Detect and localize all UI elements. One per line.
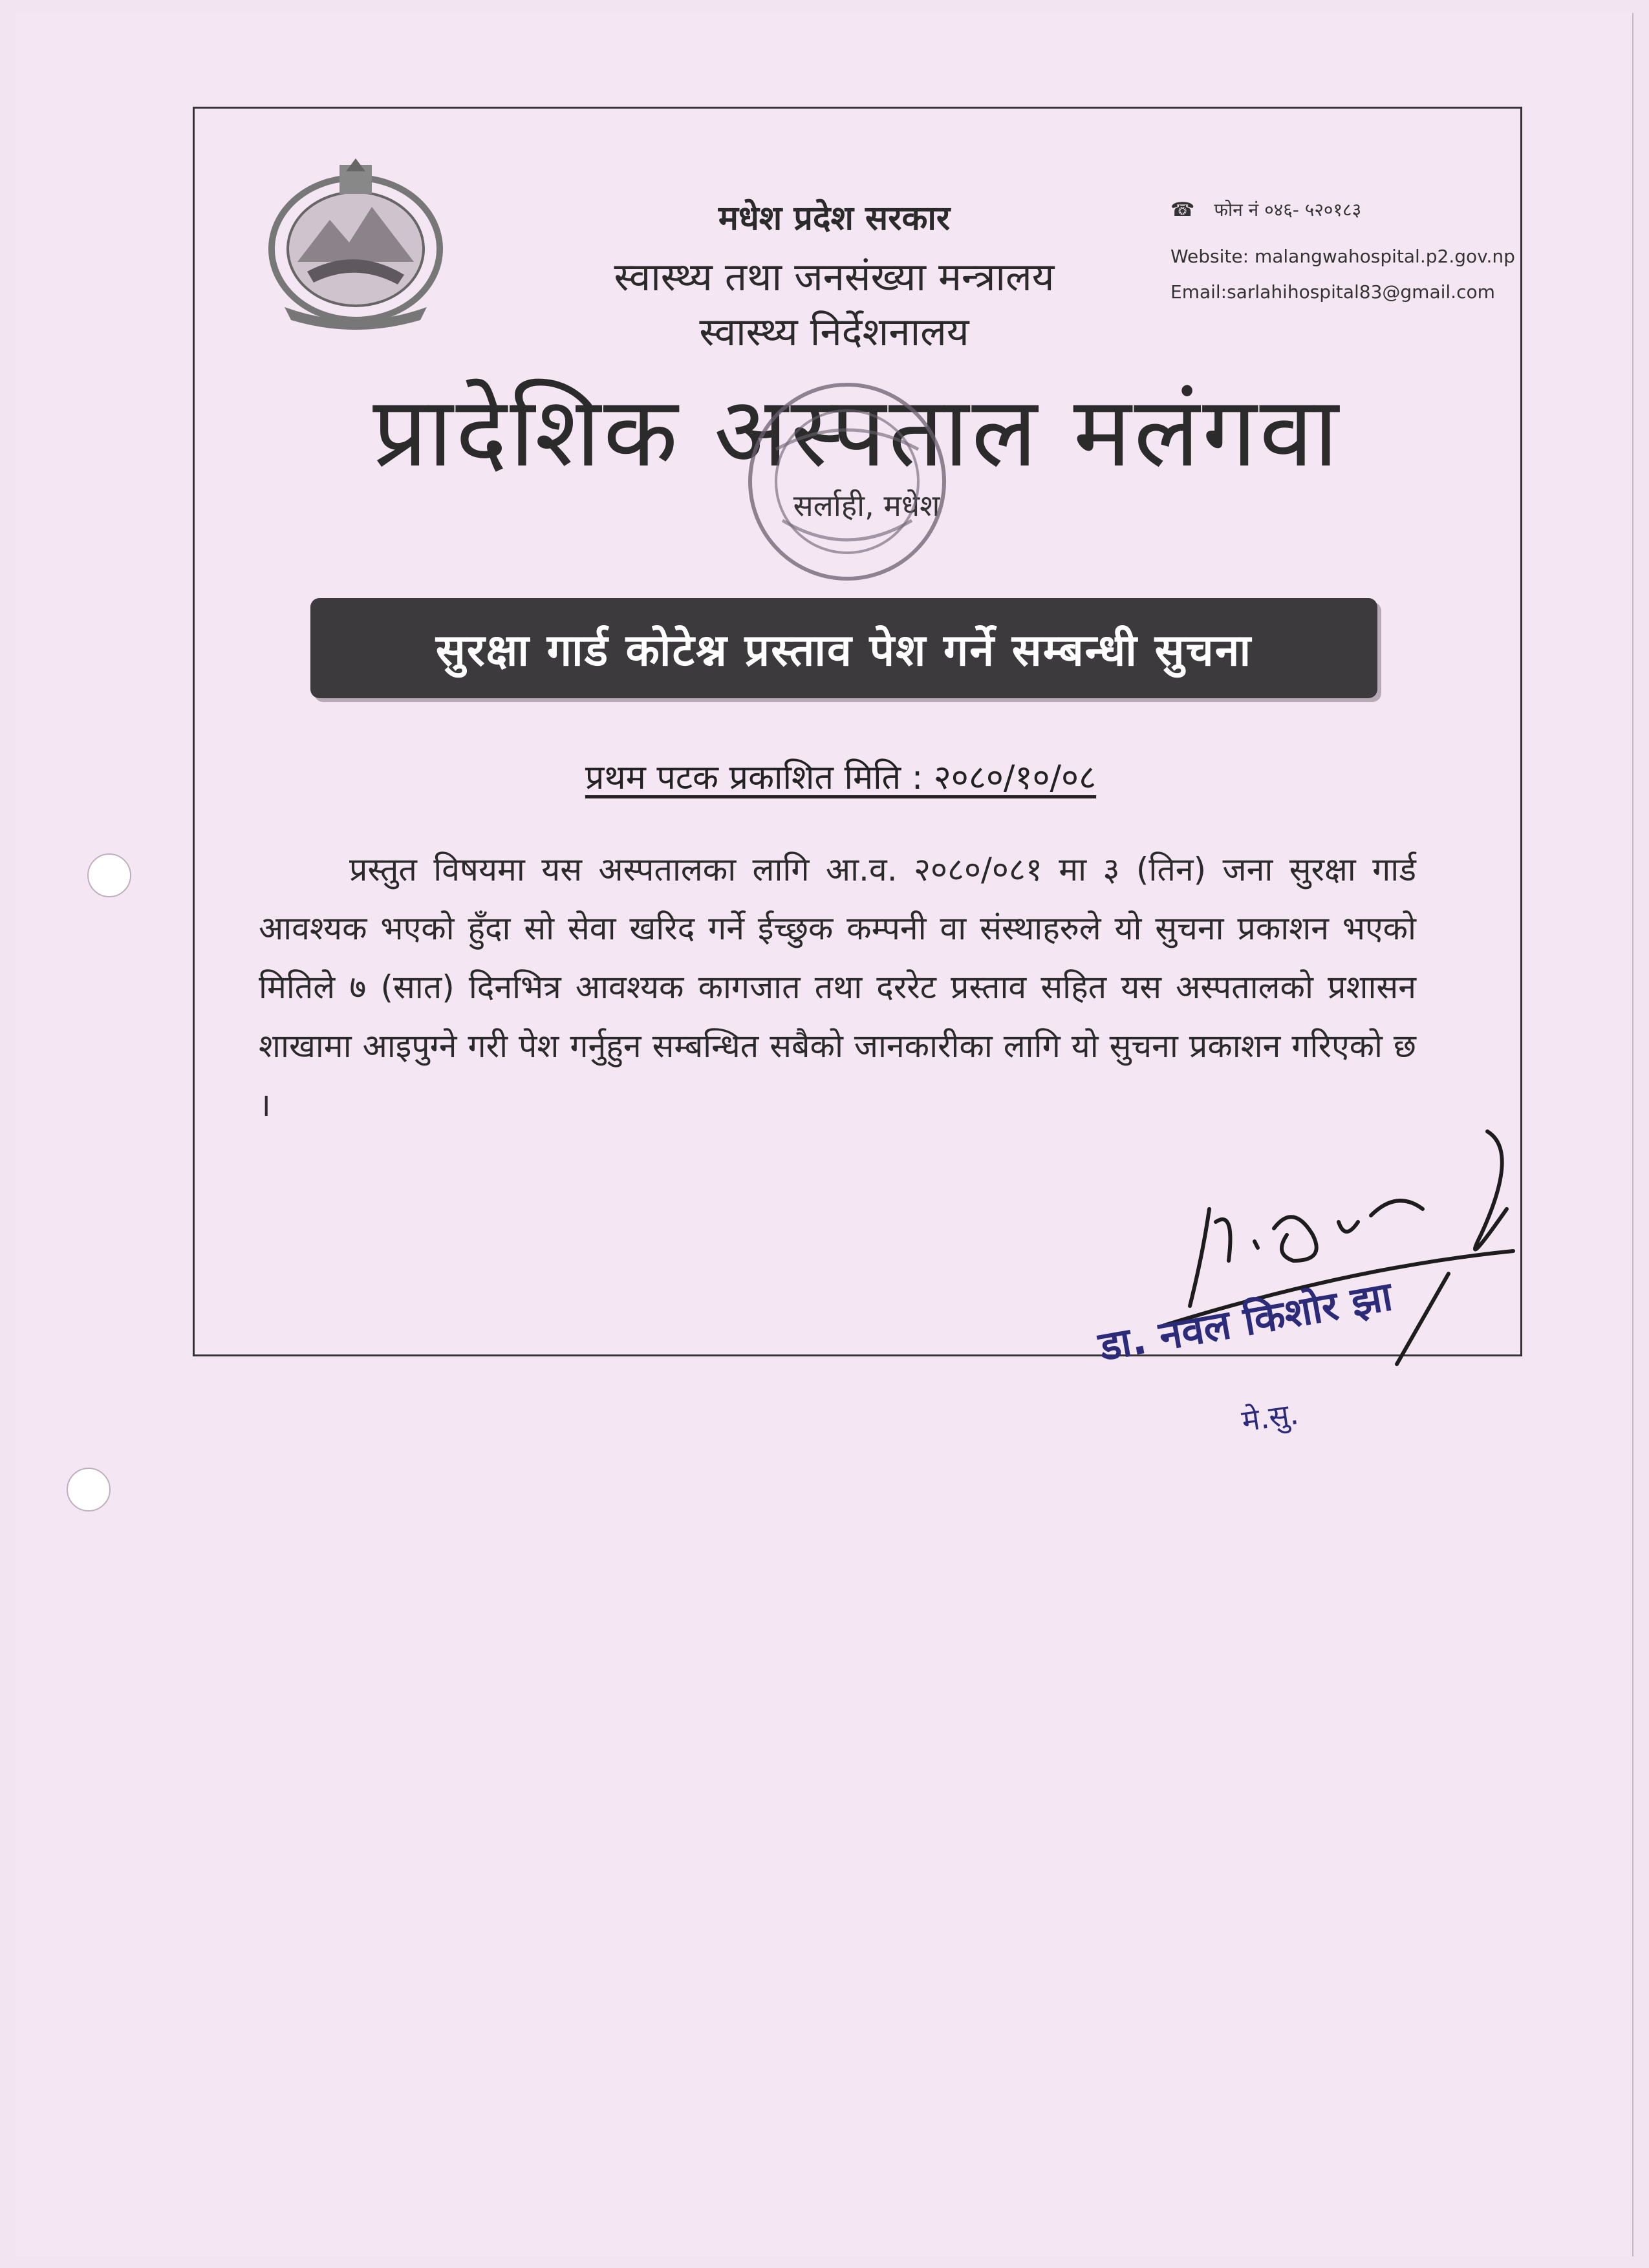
ministry-name: स्वास्थ्य तथा जनसंख्या मन्त्रालय	[614, 255, 1055, 300]
telephone-icon: ☎	[1170, 198, 1195, 221]
phone-row	[1170, 197, 1361, 222]
punch-hole-top	[87, 853, 131, 897]
punch-hole-bottom	[67, 1468, 111, 1512]
website: Website: malangwahospital.p2.gov.np	[1170, 246, 1515, 267]
signatory-name: डा. नवल किशोर झा	[1095, 1272, 1396, 1371]
notice-title-banner	[310, 598, 1377, 698]
nepal-emblem-icon	[259, 158, 453, 333]
email: Email:sarlahihospital83@gmail.com	[1170, 281, 1495, 303]
office-stamp-icon	[724, 372, 970, 592]
notice-body: प्रस्तुत विषयमा यस अस्पतालका लागि आ.व. २०८०/०८१ मा ३ (तिन) जना सुरक्षा गार्ड आवश्यक भएको हुँदा सो सेवा खरिद गर्ने ईच्छुक कम्पनी वा संस्थाहरुले यो सुचना प्रकाशन भएको मितिले ७ (सात) दिनभित्र आवश्यक कागजात तथा दररेट प्रस्ताव सहित यस अस्पतालको प्रशासन शाखामा आइपुग्ने गरी पेश गर्नुहुन सम्बन्धित सबैको जानकारीका लागि यो सुचना प्रकाशन गरिएको छ ।	[259, 851, 1416, 1124]
hospital-location: सर्लाही, मधेश	[793, 488, 940, 523]
notice-title: सुरक्षा गार्ड कोटेश्न प्रस्ताव पेश गर्ने सम्बन्धी सुचना	[435, 625, 1253, 676]
hospital-name: प्रादेशिक अस्पताल मलंगवा	[372, 376, 1341, 489]
directorate-name: स्वास्थ्य निर्देशनालय	[699, 310, 969, 355]
signatory-designation: मे.सु.	[1239, 1396, 1301, 1439]
publication-date: प्रथम पटक प्रकाशित मिति : २०८०/१०/०८	[585, 758, 1097, 797]
province-government: मधेश प्रदेश सरकार	[718, 199, 951, 238]
phone-number: फोन नं ०४६- ५२०१८३	[1214, 199, 1362, 220]
